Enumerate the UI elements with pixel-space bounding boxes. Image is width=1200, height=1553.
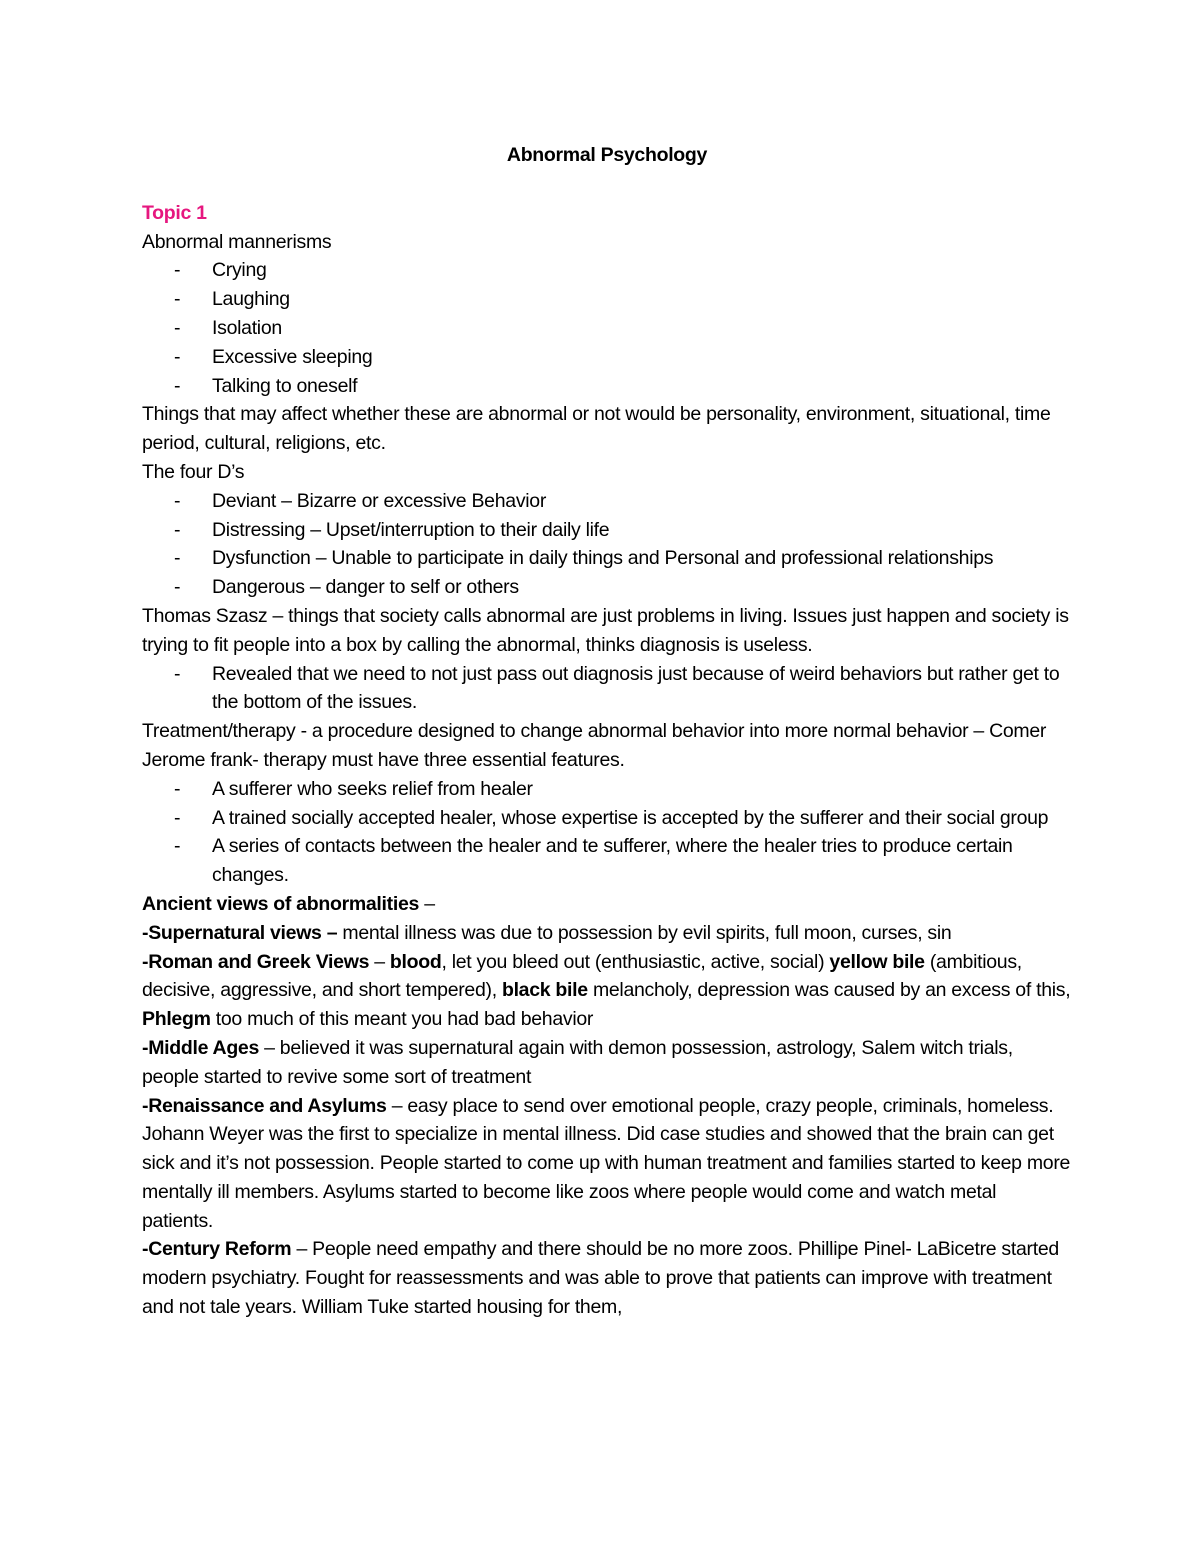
list-item: - Dysfunction – Unable to participate in daily things and Personal and professional relationships (142, 544, 1072, 573)
list-item: - Excessive sleeping (142, 343, 1072, 372)
roman-label: -Roman and Greek Views (142, 950, 370, 973)
frank-paragraph: Jerome frank- therapy must have three essential features. (142, 748, 625, 771)
list-item: - Isolation (142, 314, 1072, 343)
humor-black-bile: black bile (501, 979, 588, 1002)
list-item: - A series of contacts between the healer and te sufferer, where the healer tries to produce certain changes. (142, 832, 1072, 890)
roman-text-3: (ambitious, decisive, aggressive, and short tempered), (142, 950, 1022, 1002)
supernatural-text: mental illness was due to possession by evil spirits, full moon, curses, sin (337, 921, 952, 944)
middle-ages-paragraph (142, 1034, 1072, 1092)
middle-ages-text: – believed it was supernatural again with demon possession, astrology, Salem witch trials, people started to revive some sort of treatment (142, 1036, 1013, 1088)
document-title: Abnormal Psychology (506, 144, 708, 166)
century-reform-label: -Century Reform (142, 1238, 292, 1261)
supernatural-views-paragraph (142, 919, 1072, 948)
list-item: - Deviant – Bizarre or excessive Behavior (142, 487, 1072, 516)
list-item: - Talking to oneself (142, 372, 1072, 401)
ancient-views-label: Ancient views of abnormalities (142, 892, 420, 915)
topic-heading: Topic 1 (142, 201, 207, 224)
humor-blood: blood (389, 950, 442, 973)
list-item: - A sufferer who seeks relief from healer (142, 775, 1072, 804)
renaissance-paragraph (142, 1092, 1072, 1236)
document-page (142, 141, 1072, 1322)
list-item: - Laughing (142, 285, 1072, 314)
renaissance-text: – easy place to send over emotional people, crazy people, criminals, homeless. Johann Weyer was the first to specialize in mental illness. Did case studies and showed that the brain can get sick and it’s not possession. People started to come up with human treatment and families started to keep more mentally ill members. Asylums started to become like zoos where people would come and watch metal patients. (142, 1094, 1071, 1232)
ancient-views-heading (142, 890, 1072, 919)
roman-text-2: , let you bleed out (enthusiastic, active, social) (441, 950, 830, 973)
treatment-paragraph: Treatment/therapy - a procedure designed to change abnormal behavior into more normal behavior – Comer (142, 720, 1047, 743)
roman-text-4: melancholy, depression was caused by an excess of this, (587, 979, 1071, 1002)
middle-ages-label: -Middle Ages (142, 1036, 260, 1059)
humor-yellow-bile: yellow bile (829, 950, 925, 973)
list-item: - Distressing – Upset/interruption to their daily life (142, 516, 1072, 545)
four-ds-heading: The four D’s (142, 460, 245, 483)
renaissance-label: -Renaissance and Asylums (142, 1094, 387, 1117)
list-item: - A trained socially accepted healer, whose expertise is accepted by the sufferer and their social group (142, 804, 1072, 833)
supernatural-label: -Supernatural views – (142, 921, 338, 944)
ancient-views-dash: – (419, 892, 435, 915)
humor-phlegm: Phlegm (142, 1008, 211, 1031)
abnormal-mannerisms-heading: Abnormal mannerisms (142, 230, 332, 253)
list-item: - Crying (142, 256, 1072, 285)
roman-text-1: – (369, 950, 390, 973)
list-item: - Revealed that we need to not just pass out diagnosis just because of weird behaviors but rather get to the bottom of the issues. (142, 660, 1072, 718)
century-reform-paragraph (142, 1235, 1072, 1321)
roman-text-5: too much of this meant you had bad behavior (210, 1008, 594, 1031)
roman-greek-paragraph (142, 948, 1072, 1034)
factors-paragraph: Things that may affect whether these are abnormal or not would be personality, environment, situational, time period, cultural, religions, etc. (142, 403, 1051, 455)
list-item: - Dangerous – danger to self or others (142, 573, 1072, 602)
szasz-paragraph: Thomas Szasz – things that society calls abnormal are just problems in living. Issues just happen and society is trying to fit people into a box by calling the abnormal, thinks diagnosis is useless. (142, 604, 1069, 656)
century-reform-text: – People need empathy and there should be no more zoos. Phillipe Pinel- LaBicetre started modern psychiatry. Fought for reassessments and was able to prove that patients can improve with treatment and not tale years. William Tuke started housing for them, (142, 1238, 1059, 1319)
